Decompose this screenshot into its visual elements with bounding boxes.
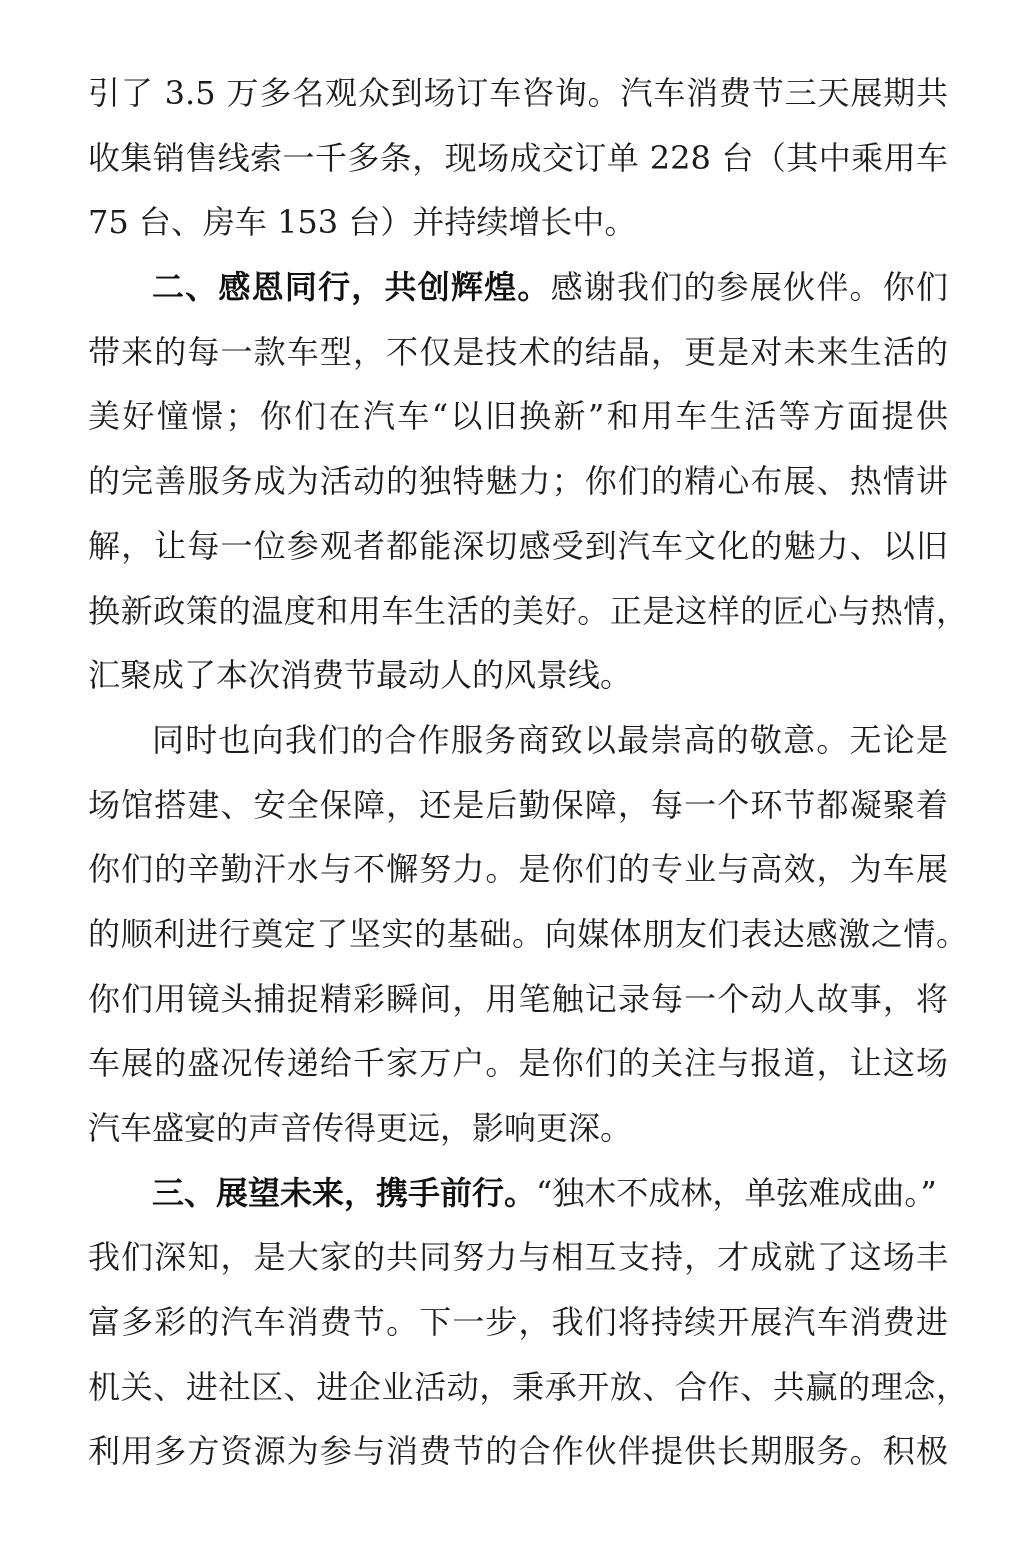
- text-line: 的完善服务成为活动的独特魅力；你们的精心布展、热情讲: [88, 462, 948, 501]
- text-line: 汇聚成了本次消费节最动人的风景线。: [88, 656, 633, 695]
- text-line: 引了 3.5 万多名观众到场订车咨询。汽车消费节三天展期共: [88, 74, 948, 112]
- text-line: 利用多方资源为参与消费节的合作伙伴提供长期服务。积极: [88, 1432, 948, 1471]
- text-line: 同时也向我们的合作服务商致以最崇高的敬意。无论是: [152, 720, 948, 759]
- text-line: 你们用镜头捕捉精彩瞬间，用笔触记录每一个动人故事，将: [88, 979, 948, 1018]
- text-line: 场馆搭建、安全保障，还是后勤保障，每一个环节都凝聚着: [88, 785, 948, 824]
- text-line: 带来的每一款车型，不仅是技术的结晶，更是对未来生活的: [88, 332, 948, 371]
- paragraph: [88, 255, 968, 708]
- document-page: [88, 61, 968, 1484]
- text-line: 75 台、房车 153 台）并持续增长中。: [88, 203, 637, 242]
- paragraph: [88, 708, 968, 1161]
- text-line: [88, 1161, 1028, 1226]
- section-heading: 三、展望未来，携手前行。: [152, 1173, 537, 1212]
- text-line: 解，让每一位参观者都能深切感受到汽车文化的魅力、以旧: [88, 526, 948, 565]
- text-line: 我们深知，是大家的共同努力与相互支持，才成就了这场丰: [88, 1238, 948, 1277]
- text-line: 机关、进社区、进企业活动，秉承开放、合作、共赢的理念，: [88, 1367, 968, 1406]
- text-span: 感谢我们的参展伙伴。你们: [550, 268, 948, 307]
- paragraph: [88, 61, 948, 255]
- paragraph: [88, 1161, 968, 1484]
- text-line: [88, 255, 948, 320]
- text-line: 车展的盛况传递给千家万户。是你们的关注与报道，让这场: [88, 1044, 948, 1083]
- text-line: 你们的辛勤汗水与不懈努力。是你们的专业与高效，为车展: [88, 850, 948, 889]
- section-heading: 二、感恩同行，共创辉煌。: [152, 268, 551, 307]
- text-line: 收集销售线索一千多条，现场成交订单 228 台（其中乘用车: [88, 138, 948, 177]
- text-line: 的顺利进行奠定了坚实的基础。向媒体朋友们表达感激之情。: [88, 914, 968, 953]
- text-line: 富多彩的汽车消费节。下一步，我们将持续开展汽车消费进: [88, 1303, 948, 1342]
- text-line: 美好憧憬；你们在汽车“以旧换新”和用车生活等方面提供: [88, 397, 948, 436]
- text-line: 汽车盛宴的声音传得更远，影响更深。: [88, 1109, 633, 1147]
- text-span: “独木不成林，单弦难成曲。”: [536, 1173, 937, 1212]
- text-line: 换新政策的温度和用车生活的美好。正是这样的匠心与热情，: [88, 591, 968, 630]
